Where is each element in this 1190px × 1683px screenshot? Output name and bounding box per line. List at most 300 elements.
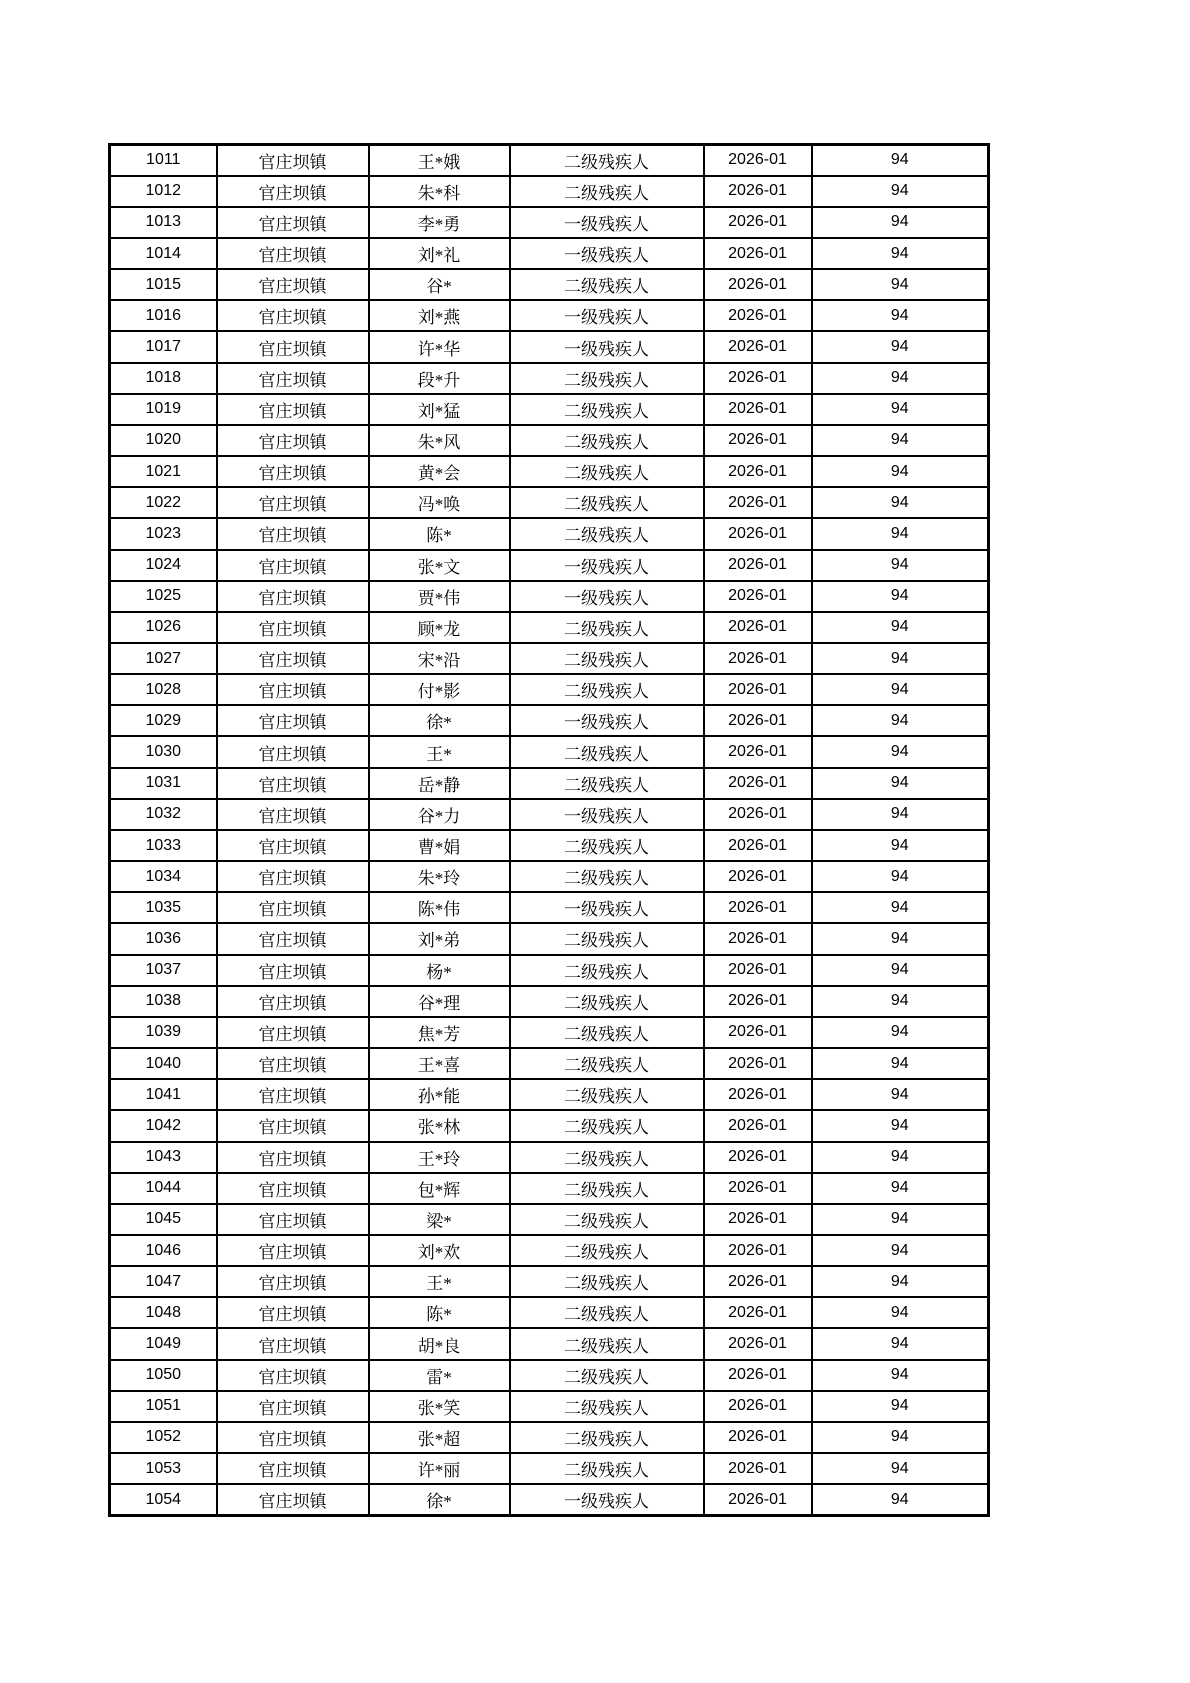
table-row <box>110 923 989 954</box>
amount-cell: 94 <box>812 331 989 362</box>
seq-cell: 1013 <box>110 207 217 238</box>
name-cell: 焦*芳 <box>369 1017 510 1048</box>
town-cell: 官庄坝镇 <box>217 705 369 736</box>
seq-cell: 1040 <box>110 1048 217 1079</box>
table-row <box>110 955 989 986</box>
category-cell: 二级残疾人 <box>510 425 704 456</box>
name-cell: 杨* <box>369 955 510 986</box>
town-cell: 官庄坝镇 <box>217 861 369 892</box>
table-row <box>110 830 989 861</box>
amount-cell: 94 <box>812 1484 989 1515</box>
town-cell: 官庄坝镇 <box>217 1266 369 1297</box>
seq-cell: 1047 <box>110 1266 217 1297</box>
table-row <box>110 1266 989 1297</box>
category-cell: 二级残疾人 <box>510 456 704 487</box>
category-cell: 二级残疾人 <box>510 394 704 425</box>
month-cell: 2026-01 <box>704 1391 812 1422</box>
amount-cell: 94 <box>812 923 989 954</box>
category-cell: 二级残疾人 <box>510 269 704 300</box>
month-cell: 2026-01 <box>704 986 812 1017</box>
month-cell: 2026-01 <box>704 1453 812 1484</box>
month-cell: 2026-01 <box>704 1422 812 1453</box>
town-cell: 官庄坝镇 <box>217 674 369 705</box>
table-row <box>110 674 989 705</box>
category-cell: 一级残疾人 <box>510 892 704 923</box>
category-cell: 二级残疾人 <box>510 643 704 674</box>
town-cell: 官庄坝镇 <box>217 1328 369 1359</box>
table-row <box>110 892 989 923</box>
name-cell: 王*娥 <box>369 145 510 176</box>
amount-cell: 94 <box>812 1360 989 1391</box>
town-cell: 官庄坝镇 <box>217 1297 369 1328</box>
seq-cell: 1041 <box>110 1079 217 1110</box>
name-cell: 刘*燕 <box>369 300 510 331</box>
month-cell: 2026-01 <box>704 1048 812 1079</box>
town-cell: 官庄坝镇 <box>217 1484 369 1515</box>
name-cell: 张*文 <box>369 550 510 581</box>
table-row <box>110 518 989 549</box>
seq-cell: 1022 <box>110 487 217 518</box>
town-cell: 官庄坝镇 <box>217 923 369 954</box>
month-cell: 2026-01 <box>704 705 812 736</box>
amount-cell: 94 <box>812 207 989 238</box>
month-cell: 2026-01 <box>704 1142 812 1173</box>
name-cell: 冯*唤 <box>369 487 510 518</box>
town-cell: 官庄坝镇 <box>217 986 369 1017</box>
amount-cell: 94 <box>812 518 989 549</box>
amount-cell: 94 <box>812 1142 989 1173</box>
seq-cell: 1043 <box>110 1142 217 1173</box>
table-row <box>110 487 989 518</box>
seq-cell: 1029 <box>110 705 217 736</box>
seq-cell: 1045 <box>110 1204 217 1235</box>
category-cell: 二级残疾人 <box>510 145 704 176</box>
amount-cell: 94 <box>812 145 989 176</box>
seq-cell: 1032 <box>110 799 217 830</box>
month-cell: 2026-01 <box>704 581 812 612</box>
month-cell: 2026-01 <box>704 768 812 799</box>
table-row <box>110 456 989 487</box>
category-cell: 二级残疾人 <box>510 955 704 986</box>
table-row <box>110 612 989 643</box>
category-cell: 二级残疾人 <box>510 1110 704 1141</box>
category-cell: 一级残疾人 <box>510 300 704 331</box>
town-cell: 官庄坝镇 <box>217 612 369 643</box>
amount-cell: 94 <box>812 674 989 705</box>
town-cell: 官庄坝镇 <box>217 425 369 456</box>
town-cell: 官庄坝镇 <box>217 955 369 986</box>
amount-cell: 94 <box>812 1422 989 1453</box>
amount-cell: 94 <box>812 768 989 799</box>
name-cell: 孙*能 <box>369 1079 510 1110</box>
table-row <box>110 1297 989 1328</box>
town-cell: 官庄坝镇 <box>217 145 369 176</box>
category-cell: 二级残疾人 <box>510 768 704 799</box>
amount-cell: 94 <box>812 1266 989 1297</box>
amount-cell: 94 <box>812 861 989 892</box>
seq-cell: 1033 <box>110 830 217 861</box>
month-cell: 2026-01 <box>704 1079 812 1110</box>
town-cell: 官庄坝镇 <box>217 269 369 300</box>
table-row <box>110 768 989 799</box>
category-cell: 二级残疾人 <box>510 1297 704 1328</box>
table-row <box>110 643 989 674</box>
table-row <box>110 1017 989 1048</box>
seq-cell: 1027 <box>110 643 217 674</box>
seq-cell: 1039 <box>110 1017 217 1048</box>
month-cell: 2026-01 <box>704 176 812 207</box>
benefit-roster-table <box>108 143 990 1517</box>
town-cell: 官庄坝镇 <box>217 1110 369 1141</box>
category-cell: 二级残疾人 <box>510 363 704 394</box>
category-cell: 二级残疾人 <box>510 1048 704 1079</box>
name-cell: 李*勇 <box>369 207 510 238</box>
month-cell: 2026-01 <box>704 923 812 954</box>
roster-body <box>110 145 989 1516</box>
amount-cell: 94 <box>812 705 989 736</box>
table-row <box>110 1142 989 1173</box>
town-cell: 官庄坝镇 <box>217 331 369 362</box>
category-cell: 一级残疾人 <box>510 331 704 362</box>
month-cell: 2026-01 <box>704 300 812 331</box>
amount-cell: 94 <box>812 1204 989 1235</box>
amount-cell: 94 <box>812 986 989 1017</box>
table-row <box>110 1484 989 1515</box>
name-cell: 刘*猛 <box>369 394 510 425</box>
table-row <box>110 1391 989 1422</box>
seq-cell: 1034 <box>110 861 217 892</box>
category-cell: 二级残疾人 <box>510 1360 704 1391</box>
month-cell: 2026-01 <box>704 1266 812 1297</box>
seq-cell: 1019 <box>110 394 217 425</box>
town-cell: 官庄坝镇 <box>217 238 369 269</box>
name-cell: 刘*欢 <box>369 1235 510 1266</box>
table-row <box>110 1328 989 1359</box>
name-cell: 顾*龙 <box>369 612 510 643</box>
month-cell: 2026-01 <box>704 736 812 767</box>
seq-cell: 1037 <box>110 955 217 986</box>
month-cell: 2026-01 <box>704 1204 812 1235</box>
month-cell: 2026-01 <box>704 830 812 861</box>
category-cell: 二级残疾人 <box>510 1391 704 1422</box>
category-cell: 二级残疾人 <box>510 1328 704 1359</box>
category-cell: 二级残疾人 <box>510 518 704 549</box>
table-row <box>110 331 989 362</box>
month-cell: 2026-01 <box>704 269 812 300</box>
name-cell: 黄*会 <box>369 456 510 487</box>
category-cell: 二级残疾人 <box>510 1017 704 1048</box>
town-cell: 官庄坝镇 <box>217 1453 369 1484</box>
town-cell: 官庄坝镇 <box>217 736 369 767</box>
amount-cell: 94 <box>812 1235 989 1266</box>
table-row <box>110 1173 989 1204</box>
month-cell: 2026-01 <box>704 394 812 425</box>
name-cell: 曹*娟 <box>369 830 510 861</box>
amount-cell: 94 <box>812 176 989 207</box>
month-cell: 2026-01 <box>704 1017 812 1048</box>
town-cell: 官庄坝镇 <box>217 768 369 799</box>
town-cell: 官庄坝镇 <box>217 643 369 674</box>
name-cell: 雷* <box>369 1360 510 1391</box>
amount-cell: 94 <box>812 1017 989 1048</box>
category-cell: 二级残疾人 <box>510 1422 704 1453</box>
name-cell: 张*超 <box>369 1422 510 1453</box>
seq-cell: 1015 <box>110 269 217 300</box>
table-row <box>110 176 989 207</box>
category-cell: 二级残疾人 <box>510 861 704 892</box>
month-cell: 2026-01 <box>704 456 812 487</box>
seq-cell: 1025 <box>110 581 217 612</box>
seq-cell: 1026 <box>110 612 217 643</box>
table-row <box>110 394 989 425</box>
table-row <box>110 1204 989 1235</box>
amount-cell: 94 <box>812 238 989 269</box>
town-cell: 官庄坝镇 <box>217 1391 369 1422</box>
name-cell: 包*辉 <box>369 1173 510 1204</box>
name-cell: 段*升 <box>369 363 510 394</box>
seq-cell: 1053 <box>110 1453 217 1484</box>
amount-cell: 94 <box>812 1328 989 1359</box>
category-cell: 二级残疾人 <box>510 1266 704 1297</box>
town-cell: 官庄坝镇 <box>217 550 369 581</box>
town-cell: 官庄坝镇 <box>217 1079 369 1110</box>
category-cell: 二级残疾人 <box>510 176 704 207</box>
month-cell: 2026-01 <box>704 487 812 518</box>
table-row <box>110 1110 989 1141</box>
table-row <box>110 300 989 331</box>
category-cell: 二级残疾人 <box>510 736 704 767</box>
category-cell: 二级残疾人 <box>510 1142 704 1173</box>
month-cell: 2026-01 <box>704 1328 812 1359</box>
seq-cell: 1052 <box>110 1422 217 1453</box>
month-cell: 2026-01 <box>704 145 812 176</box>
town-cell: 官庄坝镇 <box>217 487 369 518</box>
amount-cell: 94 <box>812 394 989 425</box>
seq-cell: 1049 <box>110 1328 217 1359</box>
month-cell: 2026-01 <box>704 1173 812 1204</box>
category-cell: 二级残疾人 <box>510 674 704 705</box>
month-cell: 2026-01 <box>704 238 812 269</box>
seq-cell: 1020 <box>110 425 217 456</box>
name-cell: 徐* <box>369 1484 510 1515</box>
name-cell: 岳*静 <box>369 768 510 799</box>
name-cell: 胡*良 <box>369 1328 510 1359</box>
category-cell: 一级残疾人 <box>510 799 704 830</box>
table-row <box>110 1453 989 1484</box>
seq-cell: 1024 <box>110 550 217 581</box>
month-cell: 2026-01 <box>704 1110 812 1141</box>
amount-cell: 94 <box>812 1173 989 1204</box>
table-row <box>110 799 989 830</box>
amount-cell: 94 <box>812 612 989 643</box>
month-cell: 2026-01 <box>704 955 812 986</box>
category-cell: 一级残疾人 <box>510 207 704 238</box>
town-cell: 官庄坝镇 <box>217 300 369 331</box>
town-cell: 官庄坝镇 <box>217 1173 369 1204</box>
seq-cell: 1011 <box>110 145 217 176</box>
town-cell: 官庄坝镇 <box>217 518 369 549</box>
category-cell: 二级残疾人 <box>510 1079 704 1110</box>
category-cell: 一级残疾人 <box>510 238 704 269</box>
amount-cell: 94 <box>812 736 989 767</box>
amount-cell: 94 <box>812 581 989 612</box>
amount-cell: 94 <box>812 1453 989 1484</box>
category-cell: 一级残疾人 <box>510 1484 704 1515</box>
name-cell: 许*华 <box>369 331 510 362</box>
name-cell: 王* <box>369 736 510 767</box>
amount-cell: 94 <box>812 550 989 581</box>
amount-cell: 94 <box>812 830 989 861</box>
seq-cell: 1042 <box>110 1110 217 1141</box>
town-cell: 官庄坝镇 <box>217 1204 369 1235</box>
table-row <box>110 207 989 238</box>
name-cell: 宋*沿 <box>369 643 510 674</box>
name-cell: 付*影 <box>369 674 510 705</box>
month-cell: 2026-01 <box>704 1235 812 1266</box>
amount-cell: 94 <box>812 363 989 394</box>
seq-cell: 1044 <box>110 1173 217 1204</box>
month-cell: 2026-01 <box>704 331 812 362</box>
seq-cell: 1038 <box>110 986 217 1017</box>
category-cell: 二级残疾人 <box>510 1204 704 1235</box>
table-row <box>110 425 989 456</box>
name-cell: 王*喜 <box>369 1048 510 1079</box>
seq-cell: 1031 <box>110 768 217 799</box>
table-row <box>110 145 989 176</box>
table-row <box>110 1048 989 1079</box>
name-cell: 张*林 <box>369 1110 510 1141</box>
seq-cell: 1021 <box>110 456 217 487</box>
month-cell: 2026-01 <box>704 1297 812 1328</box>
amount-cell: 94 <box>812 425 989 456</box>
amount-cell: 94 <box>812 1048 989 1079</box>
month-cell: 2026-01 <box>704 643 812 674</box>
month-cell: 2026-01 <box>704 892 812 923</box>
amount-cell: 94 <box>812 456 989 487</box>
table-row <box>110 986 989 1017</box>
seq-cell: 1048 <box>110 1297 217 1328</box>
name-cell: 朱*风 <box>369 425 510 456</box>
town-cell: 官庄坝镇 <box>217 1360 369 1391</box>
month-cell: 2026-01 <box>704 425 812 456</box>
name-cell: 谷*理 <box>369 986 510 1017</box>
amount-cell: 94 <box>812 955 989 986</box>
town-cell: 官庄坝镇 <box>217 1142 369 1173</box>
month-cell: 2026-01 <box>704 612 812 643</box>
table-row <box>110 1360 989 1391</box>
amount-cell: 94 <box>812 1297 989 1328</box>
town-cell: 官庄坝镇 <box>217 1017 369 1048</box>
seq-cell: 1014 <box>110 238 217 269</box>
town-cell: 官庄坝镇 <box>217 892 369 923</box>
name-cell: 王* <box>369 1266 510 1297</box>
seq-cell: 1036 <box>110 923 217 954</box>
seq-cell: 1012 <box>110 176 217 207</box>
seq-cell: 1051 <box>110 1391 217 1422</box>
month-cell: 2026-01 <box>704 1484 812 1515</box>
name-cell: 朱*科 <box>369 176 510 207</box>
month-cell: 2026-01 <box>704 799 812 830</box>
table-row <box>110 861 989 892</box>
month-cell: 2026-01 <box>704 518 812 549</box>
amount-cell: 94 <box>812 1079 989 1110</box>
amount-cell: 94 <box>812 892 989 923</box>
name-cell: 张*笑 <box>369 1391 510 1422</box>
table-row <box>110 1235 989 1266</box>
name-cell: 谷*力 <box>369 799 510 830</box>
table-row <box>110 1079 989 1110</box>
category-cell: 二级残疾人 <box>510 487 704 518</box>
seq-cell: 1035 <box>110 892 217 923</box>
seq-cell: 1016 <box>110 300 217 331</box>
table-row <box>110 550 989 581</box>
month-cell: 2026-01 <box>704 861 812 892</box>
month-cell: 2026-01 <box>704 207 812 238</box>
category-cell: 二级残疾人 <box>510 612 704 643</box>
town-cell: 官庄坝镇 <box>217 581 369 612</box>
name-cell: 梁* <box>369 1204 510 1235</box>
table-row <box>110 581 989 612</box>
category-cell: 一级残疾人 <box>510 705 704 736</box>
amount-cell: 94 <box>812 799 989 830</box>
town-cell: 官庄坝镇 <box>217 830 369 861</box>
name-cell: 许*丽 <box>369 1453 510 1484</box>
town-cell: 官庄坝镇 <box>217 1048 369 1079</box>
name-cell: 王*玲 <box>369 1142 510 1173</box>
category-cell: 二级残疾人 <box>510 986 704 1017</box>
table-row <box>110 363 989 394</box>
town-cell: 官庄坝镇 <box>217 799 369 830</box>
category-cell: 二级残疾人 <box>510 830 704 861</box>
month-cell: 2026-01 <box>704 1360 812 1391</box>
name-cell: 谷* <box>369 269 510 300</box>
month-cell: 2026-01 <box>704 363 812 394</box>
name-cell: 刘*礼 <box>369 238 510 269</box>
category-cell: 二级残疾人 <box>510 1235 704 1266</box>
seq-cell: 1050 <box>110 1360 217 1391</box>
amount-cell: 94 <box>812 643 989 674</box>
seq-cell: 1054 <box>110 1484 217 1515</box>
town-cell: 官庄坝镇 <box>217 456 369 487</box>
town-cell: 官庄坝镇 <box>217 394 369 425</box>
town-cell: 官庄坝镇 <box>217 207 369 238</box>
name-cell: 陈* <box>369 1297 510 1328</box>
town-cell: 官庄坝镇 <box>217 1235 369 1266</box>
amount-cell: 94 <box>812 487 989 518</box>
amount-cell: 94 <box>812 269 989 300</box>
amount-cell: 94 <box>812 300 989 331</box>
name-cell: 朱*玲 <box>369 861 510 892</box>
town-cell: 官庄坝镇 <box>217 176 369 207</box>
seq-cell: 1030 <box>110 736 217 767</box>
amount-cell: 94 <box>812 1110 989 1141</box>
category-cell: 二级残疾人 <box>510 1453 704 1484</box>
name-cell: 贾*伟 <box>369 581 510 612</box>
table-row <box>110 238 989 269</box>
table-row <box>110 269 989 300</box>
seq-cell: 1028 <box>110 674 217 705</box>
month-cell: 2026-01 <box>704 674 812 705</box>
name-cell: 陈*伟 <box>369 892 510 923</box>
category-cell: 二级残疾人 <box>510 1173 704 1204</box>
category-cell: 一级残疾人 <box>510 581 704 612</box>
category-cell: 一级残疾人 <box>510 550 704 581</box>
name-cell: 徐* <box>369 705 510 736</box>
table-row <box>110 1422 989 1453</box>
table-row <box>110 736 989 767</box>
seq-cell: 1017 <box>110 331 217 362</box>
seq-cell: 1018 <box>110 363 217 394</box>
